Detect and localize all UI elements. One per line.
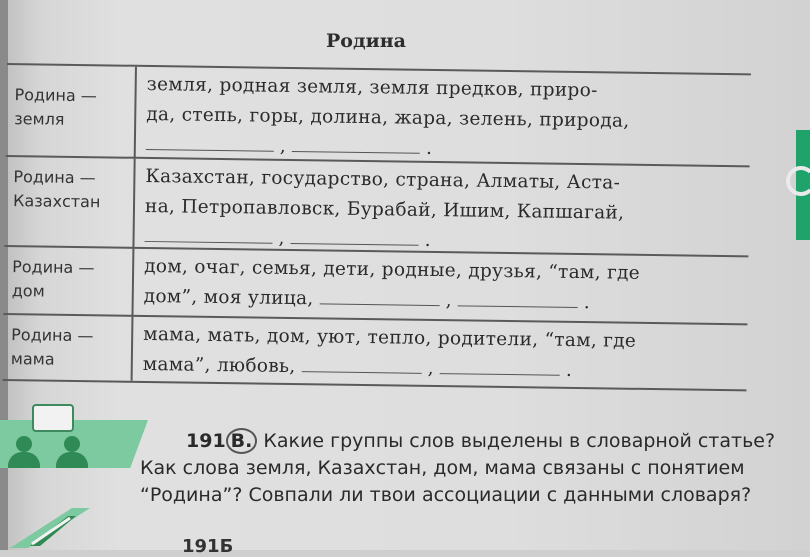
term-line: Родина — [11,325,94,346]
definition-cell [144,249,745,320]
period-mark: . [425,137,433,159]
definition-line: Казахстан, государство, страна, Алматы, Аста- [145,165,621,194]
dictionary-table [3,63,751,391]
definition-cell [146,67,747,168]
term-cell [4,157,135,249]
exercise-text: Какие группы слов выделены в словарной статье? [263,430,776,452]
exercise-191 [140,428,780,509]
definition-line: на, Петропавловск, Бурабай, Ишим, Капшагай, [144,195,625,224]
exercise-letter-badge: В. [226,428,258,454]
comma-mark: , [427,357,435,379]
answer-blank[interactable] [440,359,560,376]
person-icon [64,436,80,452]
table-row [6,63,751,167]
period-mark: . [565,359,573,381]
table-row [3,245,748,325]
term-line: Родина — [14,85,97,106]
term-line: земля [14,109,65,129]
definition-cell [143,317,744,388]
definition-line: дом, очаг, семья, дети, родные, друзья, “там, где [144,255,641,284]
table-row [3,313,748,391]
answer-blank[interactable] [292,137,420,154]
exercise-line [140,428,780,455]
term-line: Родина — [12,257,95,278]
term-line: мама [10,349,55,369]
answer-blank[interactable] [146,135,274,152]
period-mark: . [424,229,432,251]
definition-line: да, степь, горы, долина, жара, зелень, природа, [146,103,630,132]
pencil-icon [10,508,90,548]
term-cell [3,247,134,317]
answer-blank[interactable] [302,357,422,374]
exercise-line: “Родина”? Совпали ли твои ассоциации с данными словаря? [140,484,752,506]
term-cell [3,315,134,381]
table-row [4,155,749,257]
tab-ring-icon [786,166,810,196]
page-title: Родина [326,30,406,52]
period-mark: . [583,292,591,314]
definition-text: мама”, любовь, [142,353,296,378]
term-line: Казахстан [12,191,101,212]
definition-text: дом”, моя улица, [143,285,314,310]
comma-mark: , [279,135,287,157]
term-cell [6,65,137,159]
answer-blank[interactable] [291,229,419,246]
speech-bubble-icon [32,404,74,432]
exercise-line: Как слова земля, Казахстан, дом, мама связаны с понятием [140,457,745,479]
definition-cell [144,159,745,260]
next-exercise-number: 191Б [182,536,234,557]
term-line: дом [11,281,45,301]
answer-blank[interactable] [458,291,578,308]
answer-blank[interactable] [145,227,273,244]
definition-line: мама, мать, дом, уют, тепло, родители, “там, где [143,323,637,352]
answer-blank[interactable] [320,289,440,306]
term-line: Родина — [13,167,96,188]
definition-line: земля, родная земля, земля предков, приро- [146,73,598,102]
exercise-number: 191 [186,430,226,452]
comma-mark: , [445,290,453,312]
person-icon [16,436,32,452]
comma-mark: , [278,227,285,249]
